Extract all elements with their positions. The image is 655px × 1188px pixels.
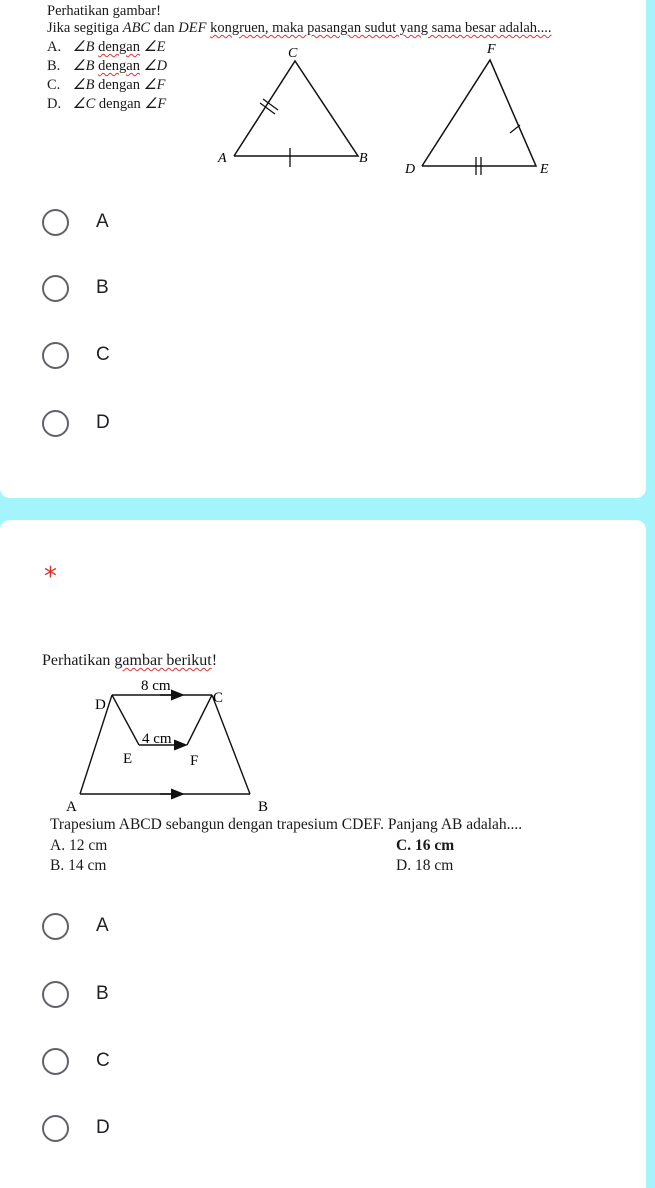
svg-text:4 cm: 4 cm: [142, 731, 172, 747]
q1-option-d[interactable]: D: [42, 406, 110, 440]
svg-text:E: E: [123, 751, 133, 767]
required-asterisk: *: [44, 562, 57, 592]
svg-text:E: E: [540, 162, 549, 177]
radio-button[interactable]: [42, 1115, 69, 1142]
q2-option-c[interactable]: C: [42, 1044, 110, 1078]
congruent-triangles-figure: [200, 40, 580, 185]
q1-choice-b: B. ∠B dengan ∠D: [47, 58, 168, 74]
q2-choice-d: D. 18 cm: [396, 857, 454, 874]
radio-button[interactable]: [42, 342, 69, 369]
svg-text:A: A: [66, 799, 77, 815]
svg-text:D: D: [405, 162, 416, 177]
q1-option-c[interactable]: C: [42, 338, 110, 372]
q1-option-b[interactable]: B: [42, 271, 109, 305]
q2-prompt: Trapesium ABCD sebangun dengan trapesium CDEF. Panjang AB adalah....: [50, 816, 523, 833]
q1-choice-c: C. ∠B dengan ∠F: [47, 77, 166, 93]
svg-text:D: D: [95, 697, 106, 713]
svg-text:B: B: [359, 151, 368, 166]
q1-choice-a: A. ∠B dengan ∠E: [47, 39, 166, 55]
q2-option-a[interactable]: A: [42, 909, 109, 943]
q2-choice-c: C. 16 cm: [396, 837, 455, 854]
q2-option-b[interactable]: B: [42, 977, 109, 1011]
radio-button[interactable]: [42, 275, 69, 302]
q1-choice-d: D. ∠C dengan ∠F: [47, 96, 167, 112]
radio-button[interactable]: [42, 1048, 69, 1075]
question-card-2: [0, 520, 646, 1188]
svg-text:8 cm: 8 cm: [141, 678, 171, 694]
q1-option-a[interactable]: A: [42, 205, 109, 239]
q2-choice-a: A. 12 cm: [50, 837, 108, 854]
svg-text:F: F: [487, 42, 496, 57]
svg-text:A: A: [218, 151, 227, 166]
svg-text:C: C: [213, 690, 224, 706]
radio-button[interactable]: [42, 410, 69, 437]
q1-title: Perhatikan gambar!: [47, 3, 161, 19]
svg-text:C: C: [288, 46, 298, 61]
radio-button[interactable]: [42, 209, 69, 236]
q2-title: Perhatikan gambar berikut!: [42, 652, 218, 669]
radio-button[interactable]: [42, 981, 69, 1008]
q2-choice-b: B. 14 cm: [50, 857, 107, 874]
q2-option-d[interactable]: D: [42, 1111, 110, 1145]
svg-text:B: B: [258, 799, 269, 815]
radio-button[interactable]: [42, 913, 69, 940]
similar-trapezoid-figure: [60, 675, 290, 815]
q1-prompt: Jika segitiga ABC dan DEF kongruen, maka pasangan sudut yang sama besar adalah....: [47, 20, 552, 36]
svg-text:F: F: [190, 753, 199, 769]
question-card-1: [0, 0, 646, 498]
